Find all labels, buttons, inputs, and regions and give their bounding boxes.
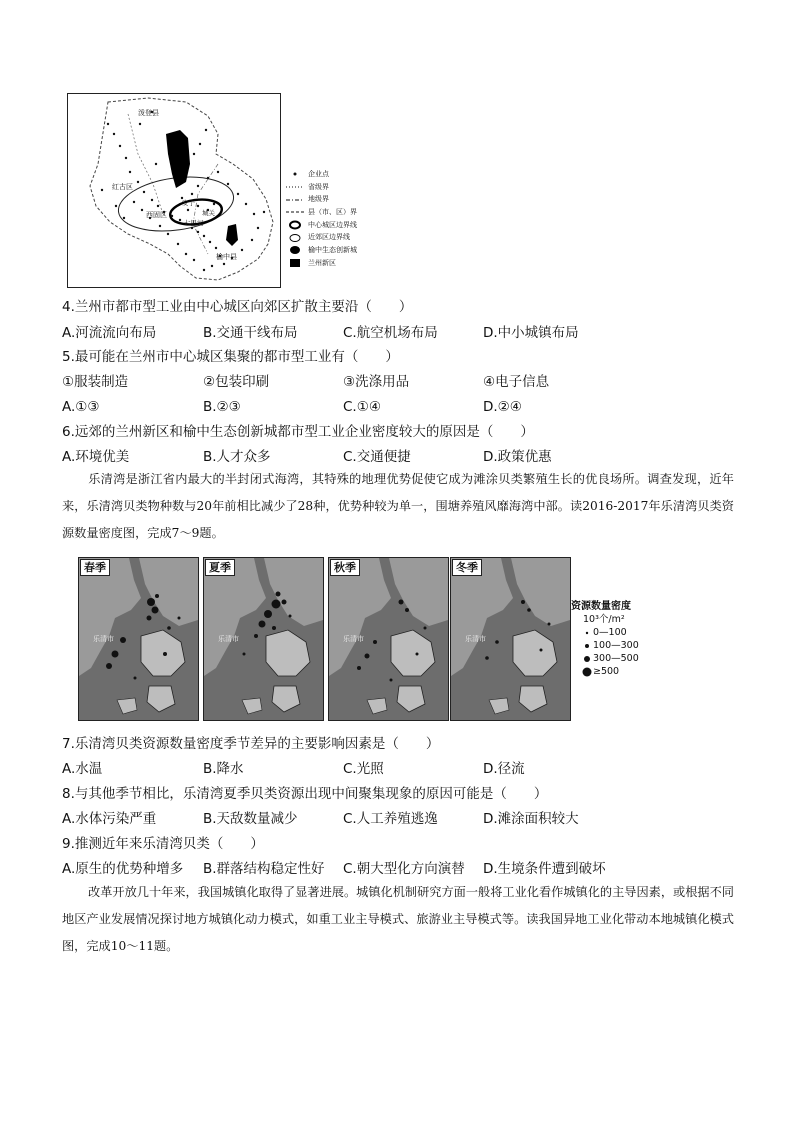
q6-option-b[interactable]: B.人才众多 [203, 449, 271, 465]
question-6-stem: 6.远郊的兰州新区和榆中生态创新城都市型工业企业密度较大的原因是（ ） [62, 424, 534, 440]
large-dot-icon [581, 666, 593, 678]
place-label-yuzhong: 榆中县 [216, 253, 237, 261]
q5-item-4: ④电子信息 [483, 374, 550, 390]
density-legend [571, 600, 639, 678]
q4-option-b[interactable]: B.交通干线布局 [203, 325, 298, 341]
dashdot-line-icon [284, 196, 306, 204]
season-map-autumn [328, 557, 449, 721]
passage-text: 改革开放几十年来，我国城镇化取得了显著进展。城镇化机制研究方面一般将工业化看作城镇化的主导因素，或根据不同地区产业发展情况探讨地方城镇化动力模式，如重工业主导模式、旅游业主导模式等。读我国异地工业化带动本地城镇化模式图，完成10～11题。 [62, 885, 734, 953]
q5-option-c[interactable]: C.①④ [343, 399, 381, 415]
legend-label: 榆中生态创新城 [308, 246, 357, 255]
q9-option-b[interactable]: B.群落结构稳定性好 [203, 861, 325, 877]
place-label-honggu: 红古区 [112, 183, 133, 191]
tiny-dot-icon [581, 628, 593, 638]
legend-row-new-district [284, 257, 357, 270]
q8-option-d[interactable]: D.滩涂面积较大 [483, 811, 579, 827]
season-label-summer: 夏季 [205, 559, 235, 576]
season-label-winter: 冬季 [452, 559, 482, 576]
density-class-label: ≥500 [593, 666, 620, 677]
dash-line-icon [284, 208, 306, 216]
question-7-stem: 7.乐清湾贝类资源数量密度季节差异的主要影响因素是（ ） [62, 736, 440, 752]
density-legend-unit: 10³个/m² [583, 614, 625, 625]
q8-option-c[interactable]: C.人工养殖逃逸 [343, 811, 438, 827]
place-label-xigu: 西固区 [146, 211, 167, 219]
q7-option-d[interactable]: D.径流 [483, 761, 525, 777]
legend-row-province [284, 181, 357, 194]
density-legend-title: 资源数量密度 [571, 601, 631, 612]
legend-label: 省级界 [308, 182, 329, 191]
density-class-1 [571, 626, 639, 639]
place-label: 乐清市 [465, 635, 486, 643]
place-label-dengxian: 泼登县 [138, 109, 159, 117]
legend-row-central-city [284, 219, 357, 232]
place-label: 乐清市 [218, 635, 239, 643]
yueqing-bay-passage [62, 466, 734, 547]
season-map-winter [450, 557, 571, 721]
place-label-qilihe: 七里河 [184, 219, 204, 227]
q5-item-2: ②包装印刷 [203, 374, 270, 390]
season-map-spring [78, 557, 199, 721]
black-block-icon [284, 258, 306, 268]
q9-option-d[interactable]: D.生境条件遭到破坏 [483, 861, 606, 877]
q4-option-c[interactable]: C.航空机场布局 [343, 325, 438, 341]
density-class-3 [571, 652, 639, 665]
season-map-summer [203, 557, 324, 721]
legend-label: 企业点 [308, 170, 329, 178]
q7-option-c[interactable]: C.光照 [343, 761, 384, 777]
density-class-label: 300—500 [593, 653, 639, 664]
legend-row-county [284, 206, 357, 219]
q9-option-a[interactable]: A.原生的优势种增多 [62, 861, 184, 877]
legend-label: 地级界 [308, 195, 329, 204]
density-class-2 [571, 639, 639, 652]
thick-ring-icon [284, 220, 306, 230]
legend-label: 县（市、区）界 [308, 208, 357, 217]
question-8-stem: 8.与其他季节相比，乐清湾夏季贝类资源出现中间聚集现象的原因可能是（ ） [62, 786, 548, 802]
season-label-autumn: 秋季 [330, 559, 360, 576]
density-class-label: 0—100 [593, 627, 627, 638]
dot-icon [284, 170, 306, 178]
season-label-spring: 春季 [80, 559, 110, 576]
dotted-line-icon [284, 183, 306, 191]
q8-option-b[interactable]: B.天敌数量减少 [203, 811, 298, 827]
lanzhou-map-graphic [68, 94, 280, 287]
urbanization-passage [62, 879, 734, 960]
question-5-stem: 5.最可能在兰州市中心城区集聚的都市型工业有（ ） [62, 349, 399, 365]
q4-option-d[interactable]: D.中小城镇布局 [483, 325, 579, 341]
place-label-anning: 安宁 [182, 199, 195, 207]
density-class-label: 100—300 [593, 640, 639, 651]
q5-item-3: ③洗涤用品 [343, 374, 410, 390]
legend-row-enterprise [284, 168, 357, 181]
medium-dot-icon [581, 654, 593, 664]
q7-option-b[interactable]: B.降水 [203, 761, 244, 777]
q6-option-c[interactable]: C.交通便捷 [343, 449, 411, 465]
passage-text: 乐清湾是浙江省内最大的半封闭式海湾，其特殊的地理优势促使它成为滩涂贝类繁殖生长的优良场所。调查发现，近年来，乐清湾贝类物种数与20年前相比减少了28种，优势种较为单一，围塘养殖风靡海湾中部。读2016-2017年乐清湾贝类资源数量密度图，完成7～9题。 [62, 472, 734, 540]
legend-label: 中心城区边界线 [308, 220, 357, 229]
q5-item-1: ①服装制造 [62, 374, 129, 390]
lanzhou-industry-map [67, 93, 281, 288]
q4-option-a[interactable]: A.河流流向布局 [62, 325, 157, 341]
legend-row-yuzhong [284, 244, 357, 257]
question-9-stem: 9.推测近年来乐清湾贝类（ ） [62, 836, 264, 852]
q5-option-d[interactable]: D.②④ [483, 399, 522, 415]
place-label: 乐清市 [343, 635, 364, 643]
place-label: 乐清市 [93, 635, 114, 643]
density-class-4 [571, 665, 639, 678]
q8-option-a[interactable]: A.水体污染严重 [62, 811, 157, 827]
q5-option-b[interactable]: B.②③ [203, 399, 241, 415]
legend-row-near-suburb [284, 231, 357, 244]
question-4-stem: 4.兰州市都市型工业由中心城区向郊区扩散主要沿（ ） [62, 299, 413, 315]
q6-option-d[interactable]: D.政策优惠 [483, 449, 552, 465]
q5-option-a[interactable]: A.①③ [62, 399, 100, 415]
q9-option-c[interactable]: C.朝大型化方向演替 [343, 861, 465, 877]
q6-option-a[interactable]: A.环境优美 [62, 449, 130, 465]
place-label-chengguan: 城关 [202, 209, 215, 217]
q7-option-a[interactable]: A.水温 [62, 761, 103, 777]
thin-ring-icon [284, 233, 306, 243]
legend-row-prefecture [284, 193, 357, 206]
map1-legend [284, 168, 357, 270]
legend-label: 近郊区边界线 [308, 233, 350, 242]
small-dot-icon [581, 641, 593, 651]
black-spot-icon [284, 245, 306, 255]
legend-label: 兰州新区 [308, 258, 336, 267]
